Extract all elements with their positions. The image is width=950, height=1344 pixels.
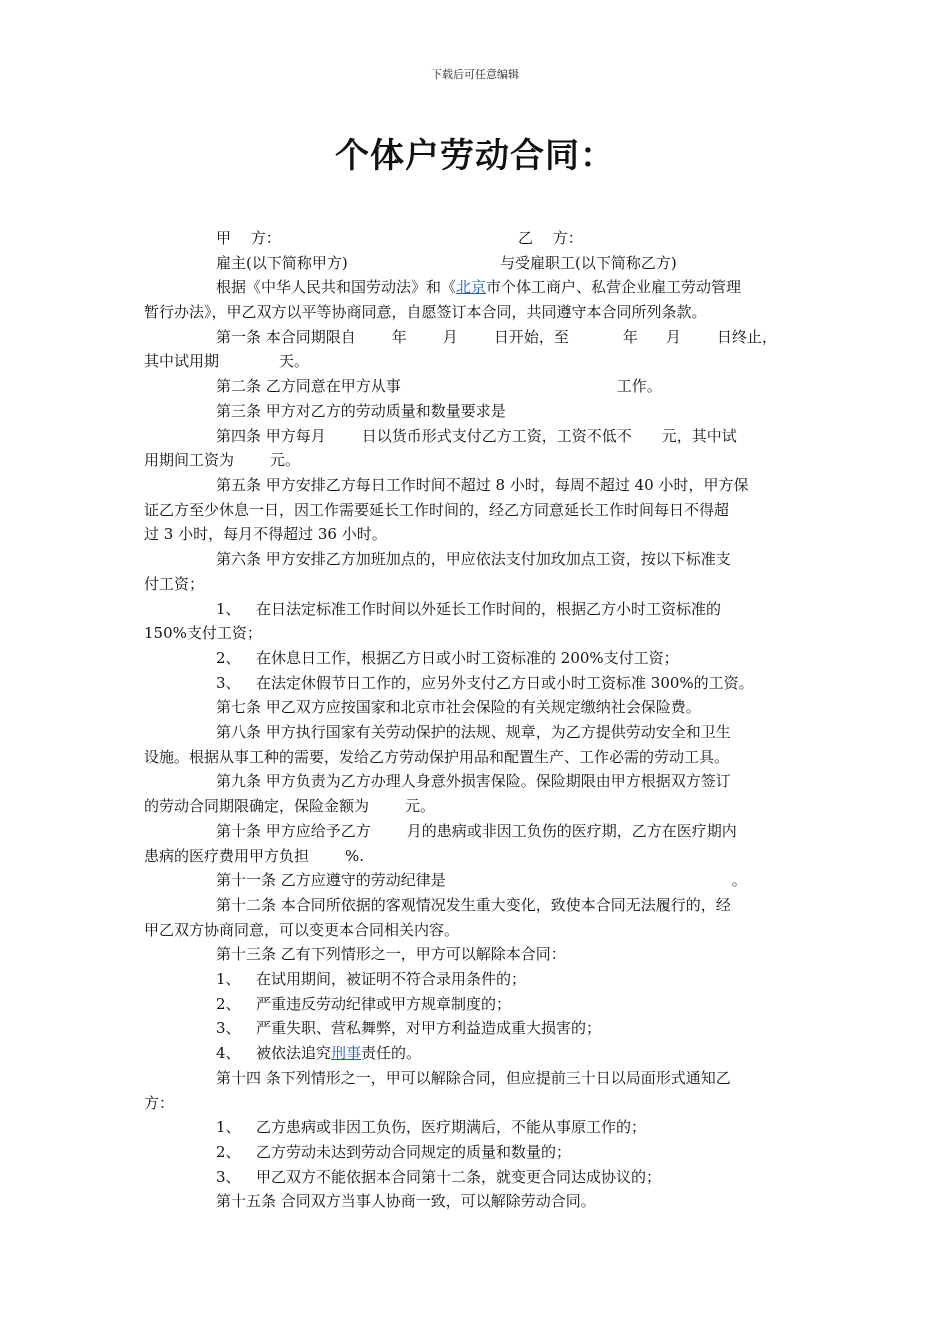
article-8-line-1: 第八条 甲方执行国家有关劳动保护的法规、规章，为乙方提供劳动安全和卫生 [216, 723, 731, 742]
article-15: 第十五条 合同双方当事人协商一致，可以解除劳动合同。 [216, 1192, 596, 1211]
article-2: 第二条 乙方同意在甲方从事 工作。 [216, 377, 662, 396]
article-3: 第三条 甲方对乙方的劳动质量和数量要求是 [216, 401, 506, 420]
article-6-item-1: 1、 在日法定标准工作时间以外延长工作时间的，根据乙方小时工资标准的 [216, 599, 722, 618]
article-6-item-3: 3、 在法定休假节日工作的，应另外支付乙方日或小时工资标准 300%的工资。 [216, 673, 754, 692]
document-title: 个体户劳动合同： [335, 136, 615, 176]
article-1-line-1: 第一条 本合同期限自 年 月 日开始，至 年 月 日终止， [216, 327, 777, 346]
preamble-line-2: 暂行办法》，甲乙双方以平等协商同意，自愿签订本合同，共同遵守本合同所列条款。 [144, 303, 707, 322]
party-row [144, 226, 804, 251]
article-14-item-3: 3、 甲乙双方不能依据本合同第十二条，就变更合同达成协议的； [216, 1167, 662, 1186]
party-a-label: 甲 方： [216, 229, 281, 247]
party-desc-row [144, 251, 804, 276]
article-5-line-1: 第五条 甲方安排乙方每日工作时间不超过 8 小时，每周不超过 40 小时，甲方保 [216, 476, 749, 494]
article-13-item-2: 2、 严重违反劳动纪律或甲方规章制度的； [216, 994, 512, 1013]
preamble-line-1: 根据《中华人民共和国劳动法》和《北京市个体工商户、私营企业雇工劳动管理 [216, 278, 742, 297]
article-14-item-2: 2、 乙方劳动未达到劳动合同规定的质量和数量的； [216, 1142, 572, 1161]
article-12-line-1: 第十二条 本合同所依据的客观情况发生重大变化，致使本合同无法履行的，经 [216, 895, 731, 914]
header-note: 下载后可任意编辑 [431, 68, 519, 81]
article-4-line-2: 用期间工资为 元。 [144, 451, 301, 470]
beijing-link[interactable]: 北京 [456, 278, 487, 297]
article-12-line-2: 甲乙双方协商同意，可以变更本合同相关内容。 [144, 920, 460, 939]
article-6-item-2: 2、 在休息日工作，根据乙方日或小时工资标准的 200%支付工资； [216, 648, 679, 667]
article-4-line-1: 第四条 甲方每月 日以货币形式支付乙方工资，工资不低不 元，其中试 [216, 426, 737, 445]
contract-body [144, 226, 804, 1214]
article-14-item-1: 1、 乙方患病或非因工负伤，医疗期满后，不能从事原工作的； [216, 1118, 647, 1137]
article-5-line-3: 过 3 小时，每月不得超过 36 小时。 [144, 525, 387, 544]
article-13-item-4: 4、 被依法追究刑事责任的。 [216, 1044, 422, 1063]
criminal-link[interactable]: 刑事 [331, 1044, 362, 1063]
article-5-line-2: 证乙方至少休息一日，因工作需要延长工作时间的，经乙方同意延长工作时间每日不得超 [144, 500, 730, 519]
party-b-desc: 与受雇职工(以下简称乙方) [500, 253, 677, 272]
article-13: 第十三条 乙有下列情形之一，甲方可以解除本合同： [216, 945, 566, 964]
article-8-line-2: 设施。根据从事工种的需要，发给乙方劳动保护用品和配置生产、工作必需的劳动工具。 [144, 747, 730, 766]
party-b-label: 乙 方： [518, 229, 583, 247]
article-9-line-2: 的劳动合同期限确定，保险金额为 元。 [144, 797, 436, 816]
article-10-line-2: 患病的医疗费用甲方负担 %. [144, 846, 365, 865]
article-10-line-1: 第十条 甲方应给予乙方 月的患病或非因工负伤的医疗期，乙方在医疗期内 [216, 821, 737, 840]
party-a-desc: 雇主(以下简称甲方) [216, 253, 348, 272]
article-11: 第十一条 乙方应遵守的劳动纪律是 。 [216, 871, 747, 890]
article-13-item-1: 1、 在试用期间，被证明不符合录用条件的； [216, 970, 527, 989]
article-1-line-2: 其中试用期 天。 [144, 352, 310, 371]
article-6-line-1: 第六条 甲方安排乙方加班加点的，甲应依法支付加玫加点工资，按以下标准支 [216, 550, 731, 569]
article-14-line-2: 方： [144, 1093, 175, 1112]
article-9-line-1: 第九条 甲方负责为乙方办理人身意外损害保险。保险期限由甲方根据双方签订 [216, 772, 731, 791]
article-13-item-3: 3、 严重失职、营私舞弊，对甲方利益造成重大损害的； [216, 1019, 602, 1038]
article-7: 第七条 甲乙双方应按国家和北京市社会保险的有关规定缴纳社会保险费。 [216, 698, 701, 717]
article-6-line-2: 付工资； [144, 574, 205, 593]
article-14-line-1: 第十四 条下列情形之一，甲可以解除合同，但应提前三十日以局面形式通知乙 [216, 1068, 731, 1087]
article-6-item-1-cont: 150%支付工资； [144, 624, 262, 643]
